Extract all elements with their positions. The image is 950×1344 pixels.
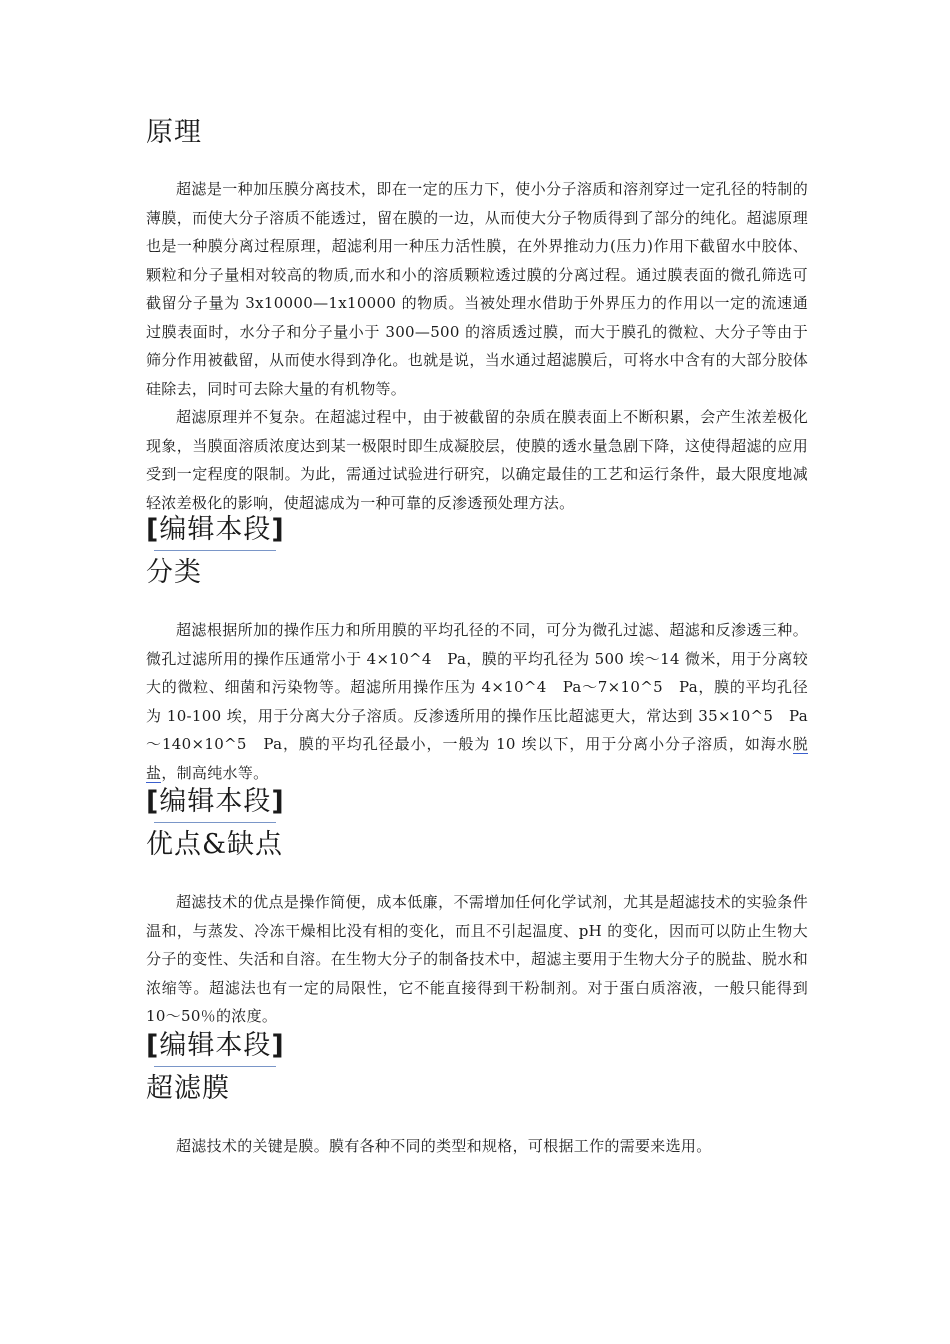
edit-label: 编辑本段 (159, 1029, 272, 1061)
edit-label: 编辑本段 (159, 514, 272, 545)
section-title-pros-cons: 优点&缺点 (146, 829, 284, 860)
section-title-membrane: 超滤膜 (146, 1072, 230, 1104)
membrane-paragraph: 超滤技术的关键是膜。膜有各种不同的类型和规格，可根据工作的需要来选用。 (176, 1136, 712, 1155)
document-page (146, 110, 808, 1160)
principle-paragraph-2: 超滤原理并不复杂。在超滤过程中，由于被截留的杂质在膜表面上不断积累，会产生浓差极化现象，当膜面溶质浓度达到某一极限时即生成凝胶层，使膜的透水量急剧下降，这使得超滤的应用受到一定程度的限制。为此，需通过试验进行研究，以确定最佳的工艺和运行条件，最大限度地减轻浓差极化的影响，使超滤成为一种可靠的反渗透预处理方法。 (146, 408, 808, 512)
edit-underline (154, 822, 276, 823)
edit-section-link-1[interactable] (146, 513, 808, 547)
edit-section-link-2[interactable] (146, 785, 808, 819)
edit-label: 编辑本段 (159, 786, 272, 817)
pros-cons-paragraph: 超滤技术的优点是操作简便，成本低廉，不需增加任何化学试剂，尤其是超滤技术的实验条件温和，与蒸发、冷冻干燥相比没有相的变化，而且不引起温度、pH 的变化，因而可以防止生物大分子的变性、失活和自溶。在生物大分子的制备技术中，超滤主要用于生物大分子的脱盐、脱水和浓缩等。超滤法也有一定的局限性，它不能直接得到干粉制剂。对于蛋白质溶液，一般只能得到 10～50％的浓度。 (146, 893, 808, 1025)
edit-open-bracket: [ (146, 514, 160, 545)
desalination-link[interactable]: 脱盐 (146, 735, 808, 782)
classification-text-before-link: 超滤根据所加的操作压力和所用膜的平均孔径的不同，可分为微孔过滤、超滤和反渗透三种。微孔过滤所用的操作压通常小于 4×10^4 Pa，膜的平均孔径为 500 埃～14 微米，用于分离较大的微粒、细菌和污染物等。超滤所用操作压为 4×10^4 Pa～7×10^5 Pa，膜的平均孔径为 10-100 埃，用于分离大分子溶质。反渗透所用的操作压比超滤更大，常达到 35×10^5 Pa～140×10^5 Pa，膜的平均孔径最小，一般为 10 埃以下，用于分离小分子溶质，如海水 (146, 621, 808, 753)
classification-text-after-link: ，制高纯水等。 (161, 763, 269, 782)
edit-close-bracket: ] (271, 514, 285, 545)
edit-underline (154, 550, 276, 551)
edit-underline (154, 1066, 276, 1067)
edit-close-bracket: ] (271, 786, 285, 817)
section-title-principle: 原理 (146, 117, 202, 148)
edit-close-bracket: ] (271, 1029, 285, 1061)
edit-open-bracket: [ (146, 786, 160, 817)
edit-section-link-3[interactable] (146, 1029, 808, 1063)
edit-open-bracket: [ (146, 1029, 160, 1061)
classification-paragraph (146, 616, 808, 787)
principle-paragraph-1: 超滤是一种加压膜分离技术，即在一定的压力下，使小分子溶质和溶剂穿过一定孔径的特制的薄膜，而使大分子溶质不能透过，留在膜的一边，从而使大分子物质得到了部分的纯化。超滤原理也是一种膜分离过程原理，超滤利用一种压力活性膜，在外界推动力(压力)作用下截留水中胶体、颗粒和分子量相对较高的物质,而水和小的溶质颗粒透过膜的分离过程。通过膜表面的微孔筛选可截留分子量为 3x10000—1x10000 的物质。当被处理水借助于外界压力的作用以一定的流速通过膜表面时，水分子和分子量小于 300—500 的溶质透过膜，而大于膜孔的微粒、大分子等由于筛分作用被截留，从而使水得到净化。也就是说，当水通过超滤膜后，可将水中含有的大部分胶体硅除去，同时可去除大量的有机物等。 (146, 180, 808, 398)
section-title-classification: 分类 (146, 557, 202, 588)
